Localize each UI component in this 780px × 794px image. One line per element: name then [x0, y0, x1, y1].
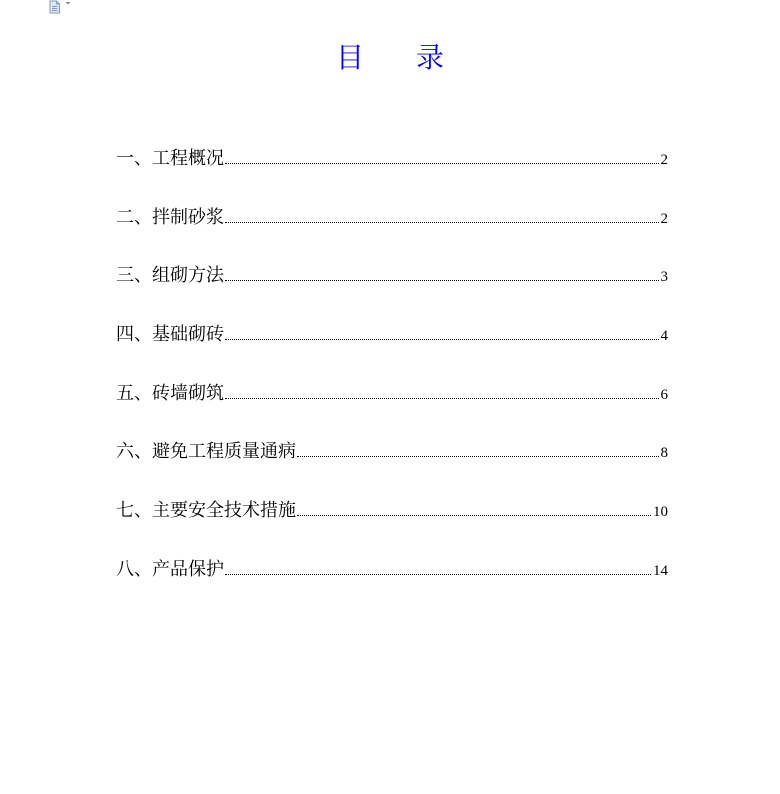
title-char-1: 目: [335, 41, 364, 74]
toc-entry-page: 2: [660, 210, 668, 227]
toc-entry[interactable]: [116, 261, 668, 320]
toc-entry[interactable]: [116, 144, 668, 203]
page-title: [0, 40, 780, 76]
document-icon: [48, 0, 62, 14]
toc-leader-dots: [297, 514, 651, 516]
toc-entry-page: 8: [660, 445, 668, 462]
toc-leader-dots: [225, 162, 659, 164]
toc-leader-dots: [225, 397, 659, 399]
chevron-down-icon: [65, 0, 71, 6]
toc-entry-label: 六、避免工程质量通病: [116, 441, 296, 463]
toc-entry[interactable]: [116, 203, 668, 262]
toc-entry-label: 七、主要安全技术措施: [116, 500, 296, 522]
toc-entry[interactable]: [116, 437, 668, 496]
toc-entry[interactable]: [116, 379, 668, 438]
toc-entry[interactable]: [116, 320, 668, 379]
toc-entry[interactable]: [116, 496, 668, 555]
toc-entry-label: 五、砖墙砌筑: [116, 382, 224, 404]
toc-entry-page: 4: [660, 328, 668, 345]
toc-leader-dots: [225, 573, 651, 575]
table-of-contents: [116, 144, 668, 614]
toc-entry-label: 一、工程概况: [116, 148, 224, 169]
toc-entry-page: 3: [660, 269, 668, 286]
document-menu-button[interactable]: [48, 0, 76, 14]
toc-entry-page: 2: [660, 152, 668, 168]
toc-entry-page: 6: [660, 386, 668, 403]
toc-entry-label: 三、组砌方法: [116, 265, 224, 287]
toc-leader-dots: [297, 455, 659, 457]
toc-entry-label: 八、产品保护: [116, 558, 224, 580]
title-char-2: 录: [416, 41, 445, 74]
toc-leader-dots: [225, 338, 659, 340]
toc-entry[interactable]: [116, 555, 668, 614]
toc-entry-label: 二、拌制砂浆: [116, 206, 224, 228]
toc-entry-label: 四、基础砌砖: [116, 324, 224, 346]
toc-entry-page: 10: [653, 504, 668, 521]
toc-entry-page: 14: [653, 562, 668, 579]
toc-leader-dots: [225, 279, 659, 281]
toc-leader-dots: [225, 221, 659, 223]
